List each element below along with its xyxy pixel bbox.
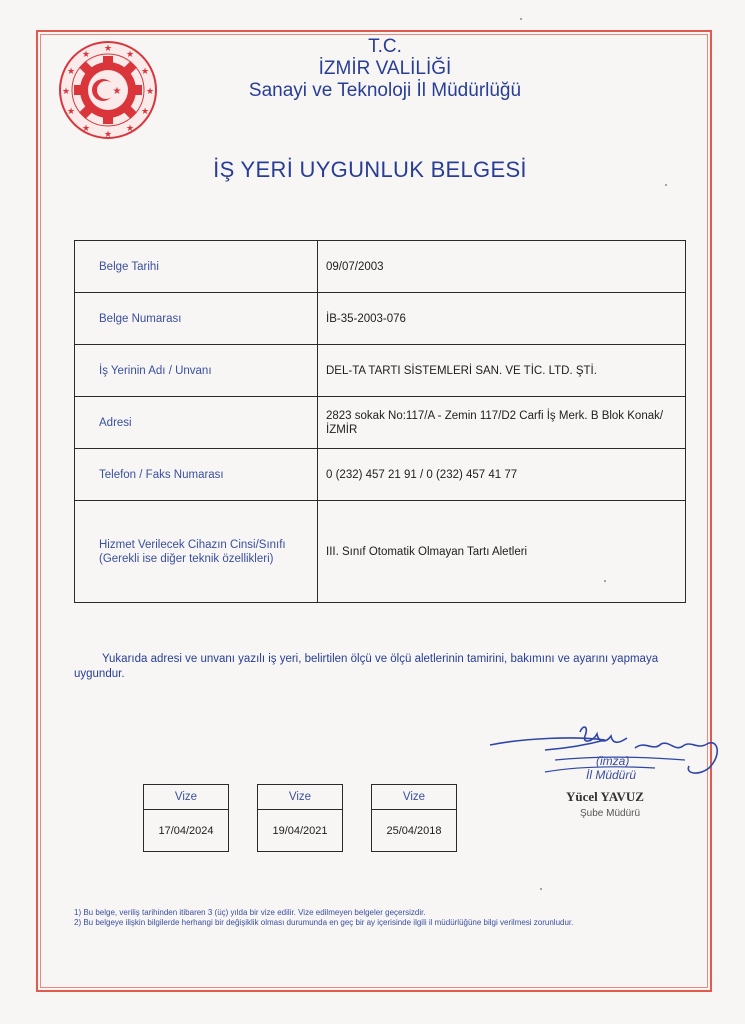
vize-box (371, 784, 457, 852)
signature-imza: (imza) (596, 754, 630, 768)
vize-label: Vize (144, 785, 228, 810)
vize-label: Vize (258, 785, 342, 810)
footnotes (74, 908, 664, 928)
table-row (75, 397, 686, 449)
table-row (75, 293, 686, 345)
svg-text:★: ★ (140, 107, 150, 117)
conformity-statement: Yukarıda adresi ve unvanı yazılı iş yeri, belirtilen ölçü ve ölçü aletlerinin tamirini, bakımını ve ayarını yapmaya uygundur. (74, 653, 659, 680)
signatory-title: Şube Müdürü (580, 808, 641, 819)
svg-text:★: ★ (61, 87, 71, 97)
svg-text:★: ★ (145, 87, 155, 97)
scan-speck (604, 580, 606, 582)
svg-text:★: ★ (103, 130, 113, 140)
vize-date: 17/04/2024 (158, 825, 214, 837)
row-label: Telefon / Faks Numarası (75, 449, 318, 501)
row-label: İş Yerinin Adı / Unvanı (75, 345, 318, 397)
row-value: 09/07/2003 (318, 241, 686, 293)
signatory-name: Yücel YAVUZ (566, 789, 644, 804)
row-label: Hizmet Verilecek Cihazın Cinsi/Sınıfı (Gerekli ise diğer teknik özellikleri) (75, 501, 318, 603)
svg-text:★: ★ (81, 50, 91, 60)
row-value: 2823 sokak No:117/A - Zemin 117/D2 Carfi İş Merk. B Blok Konak/İZMİR (318, 397, 686, 449)
table-row (75, 241, 686, 293)
vize-box (257, 784, 343, 852)
document-title: İŞ YERİ UYGUNLUK BELGESİ (213, 157, 527, 182)
row-value: 0 (232) 457 21 91 / 0 (232) 457 41 77 (318, 449, 686, 501)
svg-text:★: ★ (66, 107, 76, 117)
svg-text:★: ★ (125, 124, 135, 134)
vize-date: 25/04/2018 (386, 825, 442, 837)
scan-speck (540, 888, 542, 890)
svg-text:★: ★ (81, 124, 91, 134)
scan-speck (665, 184, 667, 186)
scan-speck (520, 18, 522, 20)
svg-text:★: ★ (112, 86, 122, 97)
ministry-seal-icon (56, 38, 160, 142)
vize-label: Vize (372, 785, 456, 810)
table-row (75, 501, 686, 603)
row-value: DEL-TA TARTI SİSTEMLERİ SAN. VE TİC. LTD. ŞTİ. (318, 345, 686, 397)
footnote: 1) Bu belge, veriliş tarihinden itibaren 3 (üç) yılda bir vize edilir. Vize edilmeyen belgeler geçersizdir. (74, 908, 426, 917)
row-label: Belge Tarihi (75, 241, 318, 293)
table-row (75, 449, 686, 501)
svg-text:★: ★ (125, 50, 135, 60)
vize-box (143, 784, 229, 852)
vize-date: 19/04/2021 (272, 825, 328, 837)
header-mudurluk: Sanayi ve Teknoloji İl Müdürlüğü (248, 80, 522, 101)
info-table (74, 240, 686, 603)
header-valilik: İZMİR VALİLİĞİ (318, 58, 452, 79)
row-label: Adresi (75, 397, 318, 449)
header-tc: T.C. (368, 36, 402, 57)
signature-role: İl Müdürü (586, 768, 637, 782)
row-label: Belge Numarası (75, 293, 318, 345)
svg-text:★: ★ (103, 44, 113, 54)
row-value: III. Sınıf Otomatik Olmayan Tartı Aletleri (318, 501, 686, 603)
footnote: 2) Bu belgeye ilişkin bilgilerde herhangi bir değişiklik olması durumunda en geç bir ay içerisinde ilgili il müdürlüğüne bilgi verilmesi zorunludur. (74, 918, 574, 927)
svg-text:★: ★ (66, 67, 76, 77)
table-row (75, 345, 686, 397)
svg-text:★: ★ (140, 67, 150, 77)
row-value: İB-35-2003-076 (318, 293, 686, 345)
